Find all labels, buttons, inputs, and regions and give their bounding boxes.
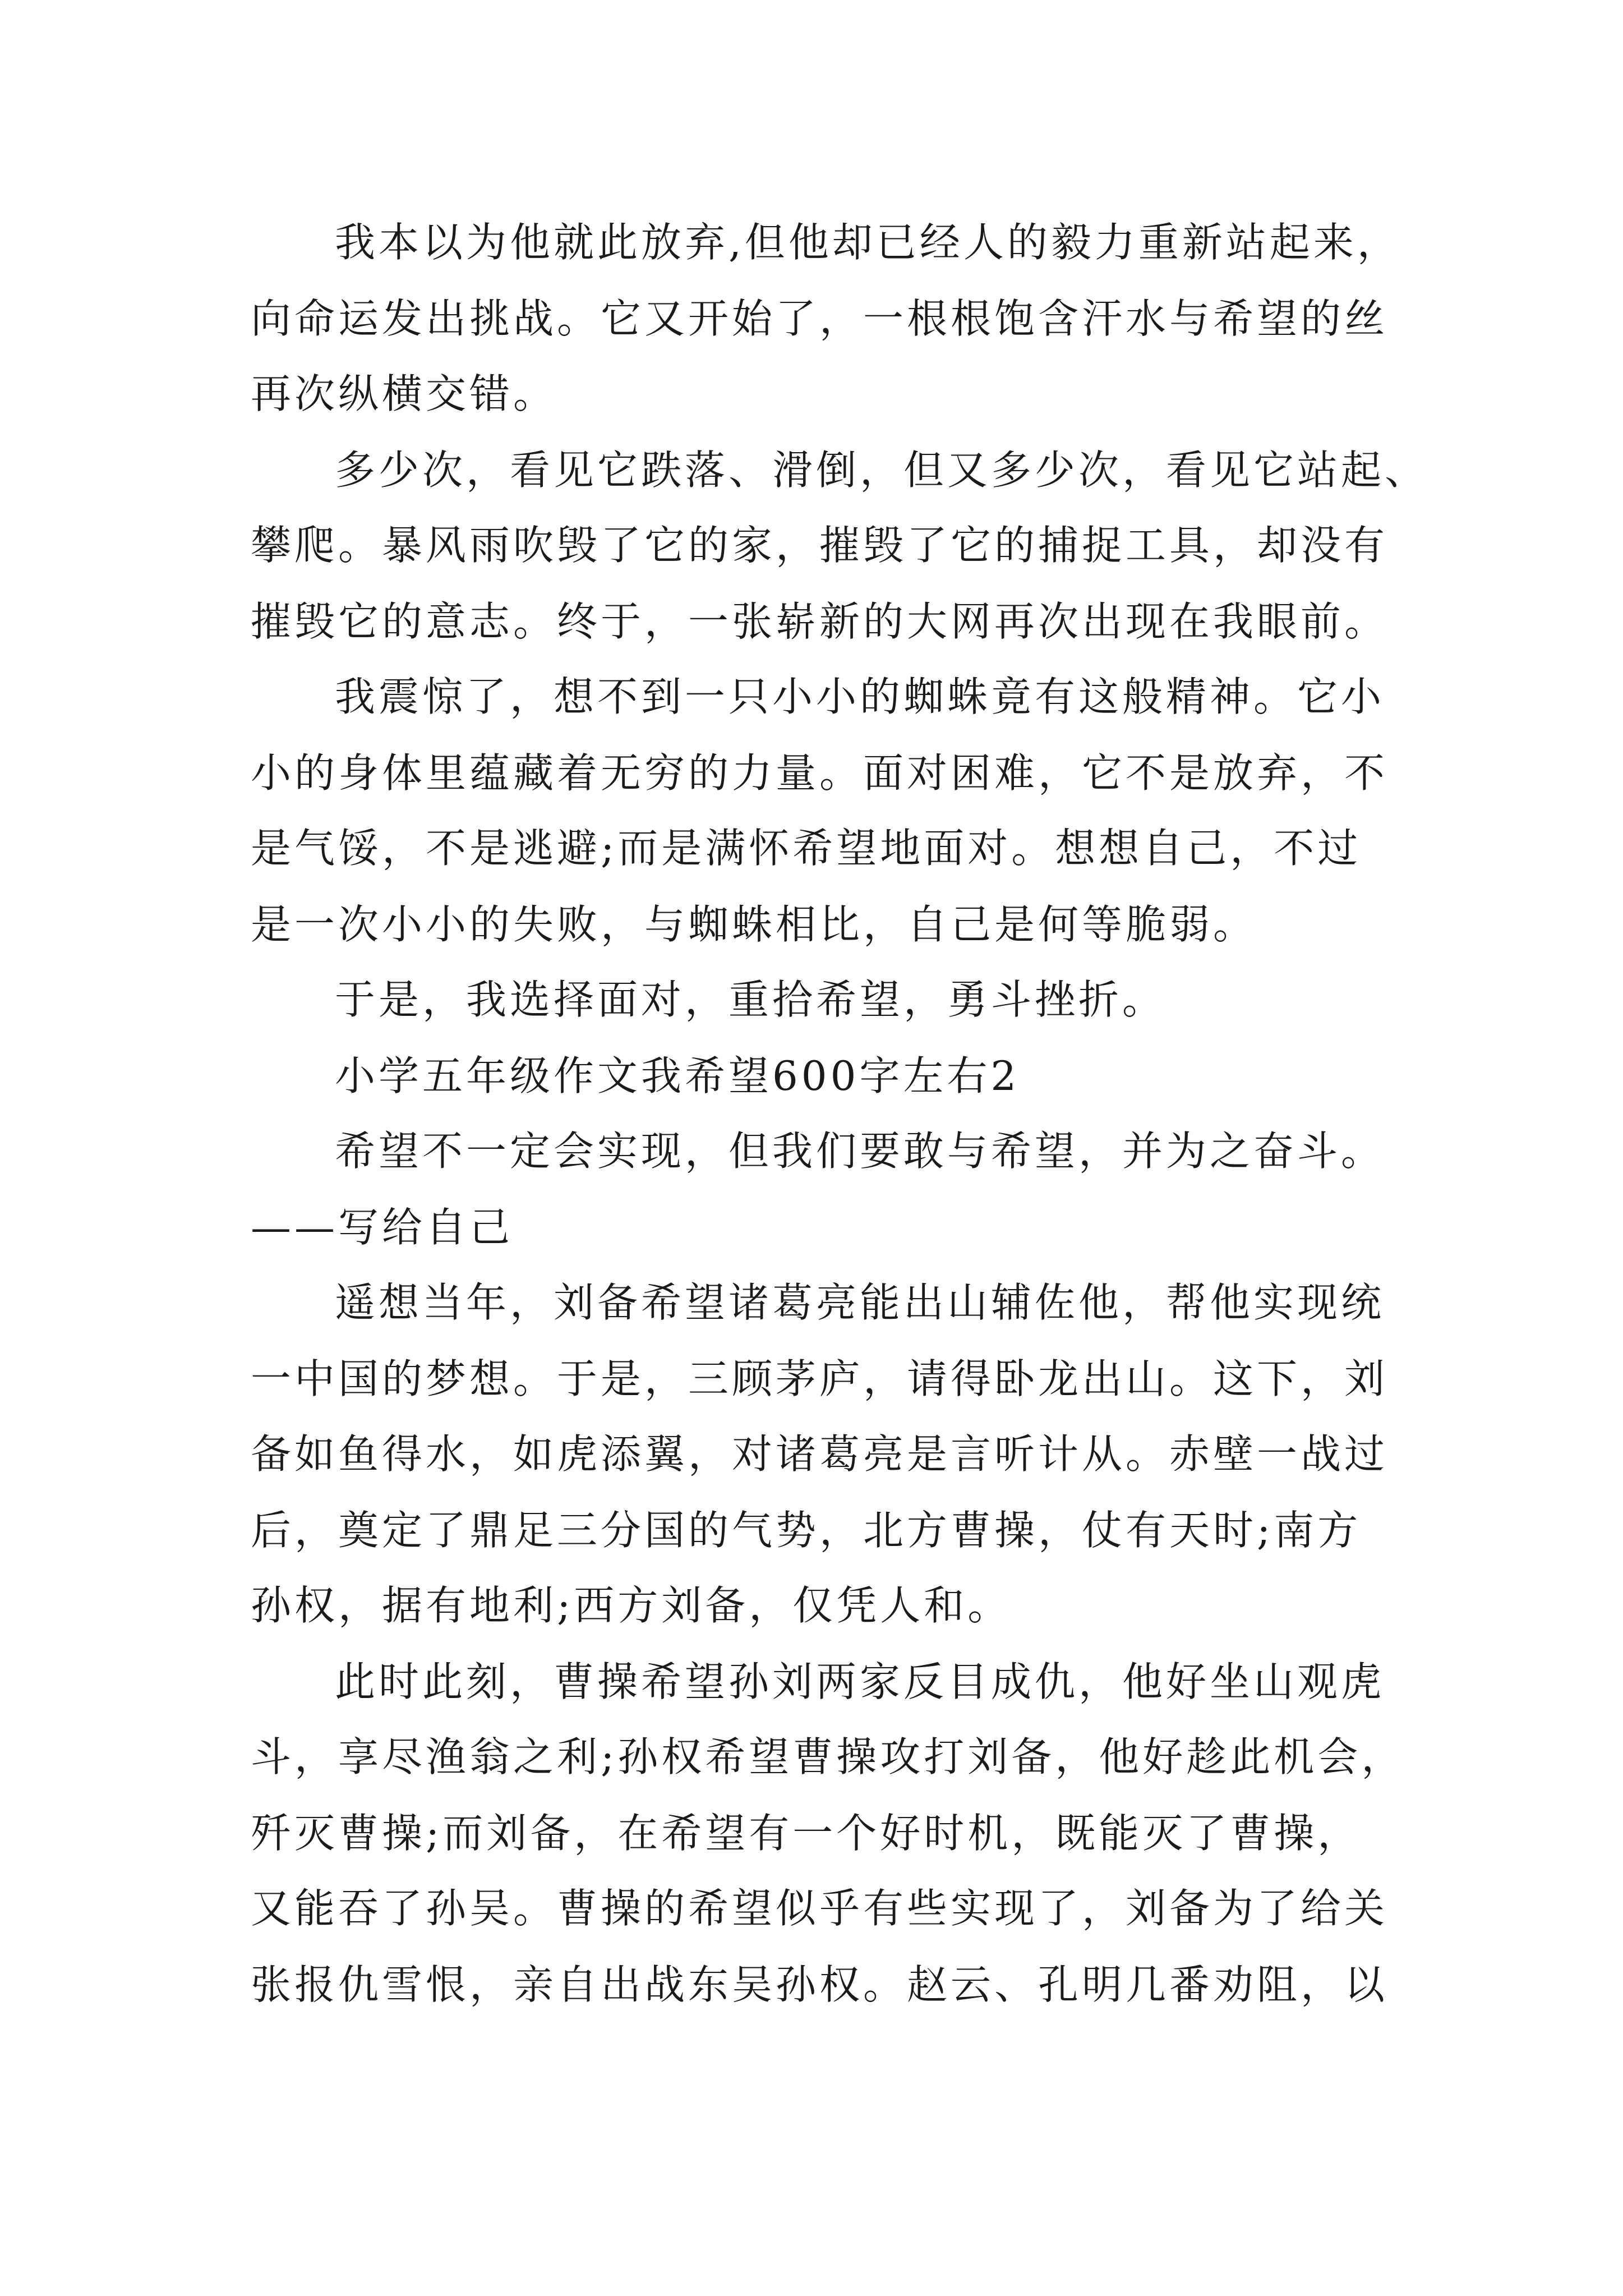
text-line-7-content: 我震惊了，想不到一只小小的蜘蛛竟有这般精神。它小 (335, 673, 1385, 720)
text-line-17 (251, 1426, 1388, 1482)
text-line-13 (335, 1123, 1385, 1179)
text-line-7 (335, 669, 1385, 725)
text-line-14-content: ——写给自己 (251, 1204, 514, 1251)
text-line-19 (251, 1577, 1011, 1634)
text-line-24-content: 张报仇雪恨，亲自出战东吴孙权。赵云、孔明几番劝阻，以 (251, 1961, 1389, 2008)
text-line-24 (251, 1957, 1388, 2013)
text-line-6 (251, 593, 1388, 650)
text-line-21-content: 斗，享尽渔翁之利;孙权希望曹操攻打刘备，他好趁此机会， (251, 1733, 1405, 1780)
text-line-3 (251, 366, 557, 422)
text-line-23 (251, 1880, 1388, 1936)
text-line-4-content: 多少次，看见它跌落、滑倒，但又多少次，看见它站起、 (335, 447, 1429, 494)
text-line-8-content: 小的身体里蕴藏着无穷的力量。面对困难，它不是放弃，不 (251, 749, 1389, 797)
text-line-22-content: 歼灭曹操;而刘备，在希望有一个好时机，既能灭了曹操， (251, 1810, 1362, 1857)
text-line-9-content: 是气馁，不是逃避;而是满怀希望地面对。想想自己，不过 (251, 825, 1362, 872)
text-line-2 (251, 291, 1388, 347)
text-line-10 (251, 896, 1257, 953)
text-line-22 (251, 1805, 1361, 1861)
text-line-17-content: 备如鱼得水，如虎添翼，对诸葛亮是言听计从。赤壁一战过 (251, 1430, 1389, 1478)
text-line-6-content: 摧毁它的意志。终于，一张崭新的大网再次出现在我眼前。 (251, 598, 1389, 645)
text-line-15-content: 遥想当年，刘备希望诸葛亮能出山辅佐他，帮他实现统 (335, 1279, 1385, 1326)
text-line-8 (251, 745, 1388, 801)
text-line-18-content: 后，奠定了鼎足三分国的气势，北方曹操，仗有天时;南方 (251, 1507, 1362, 1554)
text-line-15 (335, 1274, 1385, 1331)
text-line-9 (251, 820, 1361, 876)
text-line-18 (251, 1502, 1361, 1558)
text-line-23-content: 又能吞了孙吴。曹操的希望似乎有些实现了，刘备为了给关 (251, 1885, 1389, 1932)
text-line-2-content: 向命运发出挑战。它又开始了，一根根饱含汗水与希望的丝 (251, 295, 1389, 342)
text-line-5 (251, 517, 1388, 573)
text-line-16-content: 一中国的梦想。于是，三顾茅庐，请得卧龙出山。这下，刘 (251, 1355, 1389, 1402)
text-line-5-content: 攀爬。暴风雨吹毁了它的家，摧毁了它的捕捉工具，却没有 (251, 522, 1389, 569)
section-heading (335, 1048, 1020, 1104)
text-line-14 (251, 1199, 513, 1255)
text-line-13-content: 希望不一定会实现，但我们要敢与希望，并为之奋斗。 (335, 1128, 1385, 1175)
text-line-11-content: 于是，我选择面对，重拾希望，勇斗挫折。 (335, 976, 1166, 1023)
text-line-10-content: 是一次小小的失败，与蜘蛛相比，自己是何等脆弱。 (251, 901, 1257, 948)
text-line-3-content: 再次纵横交错。 (251, 370, 557, 417)
text-line-1-content: 我本以为他就此放弃,但他却已经人的毅力重新站起来， (335, 219, 1401, 266)
text-line-20-content: 此时此刻，曹操希望孙刘两家反目成仇，他好坐山观虎 (335, 1658, 1385, 1705)
text-line-1 (335, 214, 1401, 270)
section-heading-content: 小学五年级作文我希望600字左右2 (335, 1052, 1020, 1099)
text-line-4 (335, 442, 1428, 498)
text-line-16 (251, 1351, 1388, 1407)
text-line-19-content: 孙权，据有地利;西方刘备，仅凭人和。 (251, 1582, 1012, 1629)
text-line-21 (251, 1729, 1405, 1785)
text-line-11 (335, 972, 1166, 1028)
text-line-20 (335, 1654, 1385, 1710)
